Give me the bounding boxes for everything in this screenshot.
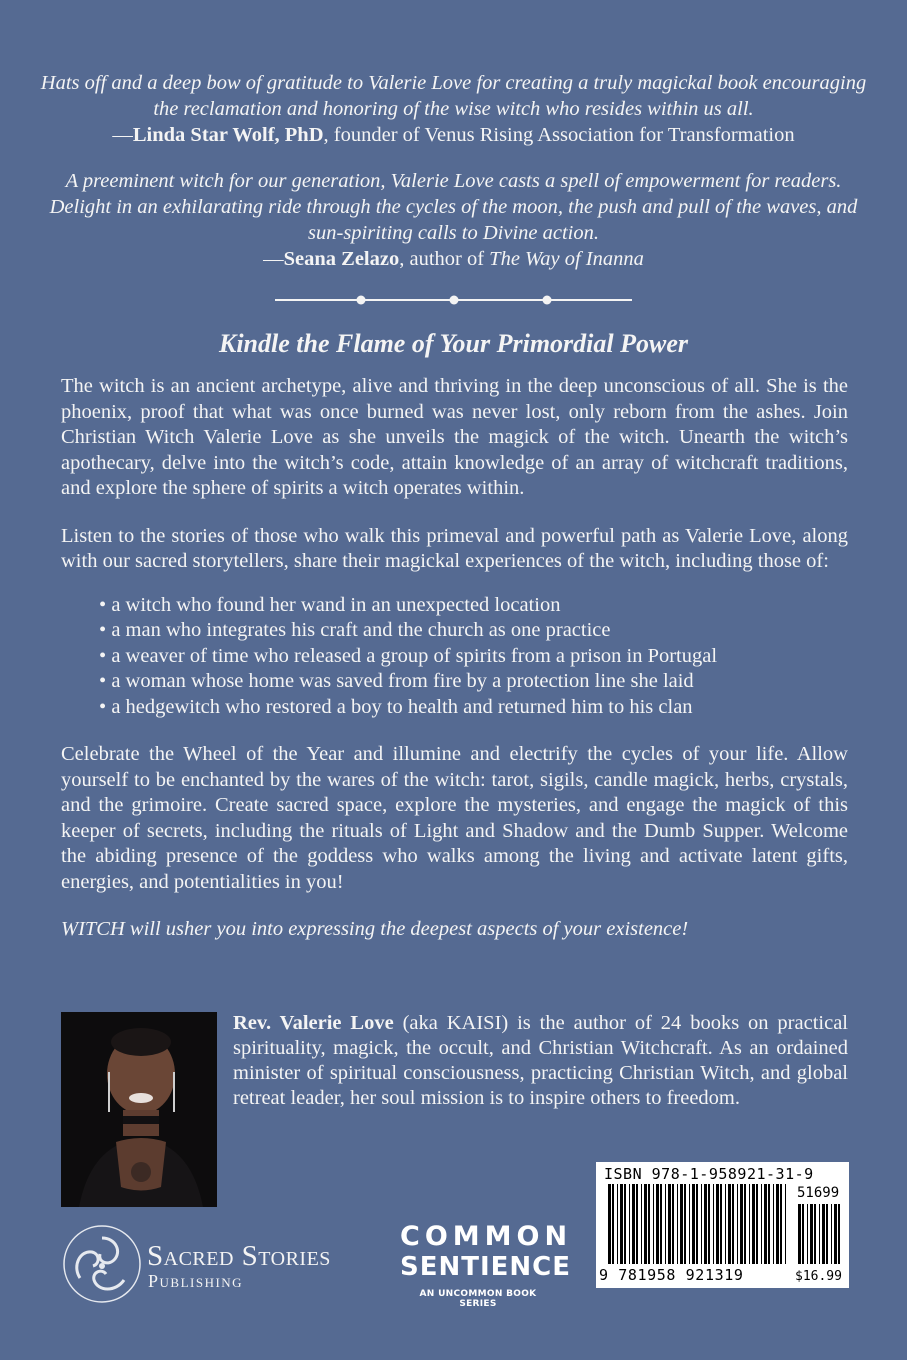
barcode-bar — [680, 1184, 683, 1264]
barcode-bar — [756, 1184, 758, 1264]
barcode-bar — [838, 1204, 840, 1264]
barcode-bar — [822, 1204, 825, 1264]
endorser-name: Seana Zelazo — [283, 248, 400, 270]
barcode-bar — [632, 1184, 635, 1264]
barcode-bar — [660, 1184, 662, 1264]
barcode-bar — [814, 1204, 816, 1264]
barcode-bar — [802, 1204, 804, 1264]
barcode-bar — [665, 1184, 666, 1264]
barcode-bar — [608, 1184, 611, 1264]
barcode-bar — [653, 1184, 654, 1264]
barcode-bar — [624, 1184, 626, 1264]
barcode-bar — [644, 1184, 647, 1264]
list-item: • a man who integrates his craft and the church as one practice — [99, 618, 848, 644]
series-title-line-2: SENTIENCE — [400, 1252, 572, 1282]
barcode-bar — [776, 1184, 779, 1264]
barcode-bar — [780, 1184, 782, 1264]
endorser-role: , author of — [399, 248, 490, 270]
author-description: (aka KAISI) is the author of 24 books on practical spirituality, magick, the occult, and Christian Witchcraft. As an ordained minister of spiritual consciousness, practicing Christian Witch, and global retreat leader, her soul mission is to inspire others to freedom. — [233, 1012, 848, 1109]
barcode-bar — [713, 1184, 714, 1264]
story-list — [99, 593, 848, 721]
closing-line: WITCH will usher you into expressing the deepest aspects of your existence! — [61, 918, 689, 940]
barcode-bar — [692, 1184, 695, 1264]
barcode-bar — [749, 1184, 750, 1264]
barcode-bar — [732, 1184, 734, 1264]
publisher-name: Sacred Stories — [147, 1240, 331, 1272]
barcode-bar — [684, 1184, 686, 1264]
list-item: • a witch who found her wand in an unexpected location — [99, 593, 848, 619]
endorsement-1 — [40, 70, 867, 148]
attribution-dash: — — [263, 248, 284, 270]
barcode-bar — [668, 1184, 671, 1264]
barcode-bar — [620, 1184, 623, 1264]
barcode-bar — [708, 1184, 710, 1264]
barcode-bar — [672, 1184, 674, 1264]
barcode-digits: 9 781958 921319 — [599, 1266, 744, 1284]
barcode-bar — [737, 1184, 738, 1264]
description-paragraph-3: Celebrate the Wheel of the Year and illumine and electrify the cycles of your life. Allow yourself to be enchanted by the wares of the witch: tarot, sigils, candle magick, herbs, crystals, and the grimoire. Create sacred space, explore the mysteries, and engage the magick of this keeper of secrets, including the rituals of Light and Shadow and the Dumb Supper. Welcome the abiding presence of the goddess who walks among the living and activate latent gifts, energies, and potentialities in you! — [61, 743, 848, 893]
author-name: Rev. Valerie Love — [233, 1012, 394, 1034]
series-logo — [400, 1221, 573, 1312]
barcode-bar — [728, 1184, 731, 1264]
barcode-bar — [785, 1184, 786, 1264]
endorser-name: Linda Star Wolf, PhD — [132, 124, 324, 146]
barcode-bar — [744, 1184, 746, 1264]
barcode-bar — [807, 1204, 808, 1264]
barcode-bar — [716, 1184, 719, 1264]
barcode-bar — [696, 1184, 698, 1264]
endorsement-attribution — [40, 122, 867, 148]
author-portrait-image — [61, 1012, 217, 1207]
author-bio — [233, 1011, 848, 1111]
barcode-bar — [648, 1184, 650, 1264]
barcode-bar — [752, 1184, 755, 1264]
section-heading: Kindle the Flame of Your Primordial Power — [218, 329, 688, 358]
endorser-work: The Way of Inanna — [489, 248, 644, 270]
attribution-dash: — — [112, 124, 133, 146]
series-title-line-1: COMMON — [400, 1221, 573, 1252]
book-price: $16.99 — [795, 1269, 842, 1284]
description-paragraph-1: The witch is an ancient archetype, alive and thriving in the deep unconscious of all. She is the phoenix, proof that what was once burned was never lost, only reborn from the ashes. Join Christian Witch Valerie Love as she unveils the magick of the witch. Unearth the witch’s apothecary, delve into the witch’s code, attain knowledge of an array of witchcraft traditions, and explore the sphere of spirits a witch operates within. — [61, 375, 848, 499]
list-item: • a weaver of time who released a group of spirits from a prison in Portugal — [99, 644, 848, 670]
barcode-bar — [677, 1184, 678, 1264]
barcode-bar — [798, 1204, 801, 1264]
barcode-bar — [819, 1204, 820, 1264]
isbn-barcode — [596, 1162, 849, 1288]
endorsement-quote: Hats off and a deep bow of gratitude to Valerie Love for creating a truly magickal book encouraging the reclamation and honoring of the wise witch who resides within us all. — [40, 72, 867, 120]
description — [61, 374, 848, 965]
barcode-bar — [641, 1184, 642, 1264]
publisher-logo — [56, 1218, 386, 1310]
barcode-bar — [701, 1184, 702, 1264]
barcode-bar — [629, 1184, 630, 1264]
barcode-bar — [831, 1204, 832, 1264]
publisher-subtitle: Publishing — [148, 1271, 244, 1291]
endorsement-quote: A preeminent witch for our generation, Valerie Love casts a spell of empowerment for readers. Delight in an exhilarating ride through the cycles of the moon, the push and pull of the waves, and sun-spiriting calls to Divine action. — [49, 170, 858, 244]
author-photo — [61, 1012, 217, 1207]
endorsements — [40, 70, 867, 292]
barcode-bar — [834, 1204, 837, 1264]
description-paragraph-2: Listen to the stories of those who walk this primeval and powerful path as Valerie Love, along with our sacred storytellers, share their magickal experiences of the witch, including those of: — [61, 524, 848, 572]
endorsement-2 — [40, 168, 867, 272]
barcode-bar — [656, 1184, 659, 1264]
barcode-bar — [810, 1204, 813, 1264]
barcode-bar — [725, 1184, 726, 1264]
spiral-logo-icon — [56, 1218, 148, 1310]
barcode-bar — [617, 1184, 618, 1264]
list-item: • a woman whose home was saved from fire by a protection line she laid — [99, 669, 848, 695]
ornamental-divider — [275, 292, 632, 308]
list-item: • a hedgewitch who restored a boy to health and returned him to his clan — [99, 695, 848, 721]
endorser-role: , founder of Venus Rising Association for Transformation — [323, 124, 795, 146]
barcode-bar — [826, 1204, 828, 1264]
barcode-bar — [773, 1184, 774, 1264]
barcode-bar — [764, 1184, 767, 1264]
series-tagline: AN UNCOMMON BOOK SERIES — [419, 1289, 537, 1309]
barcode-bar — [636, 1184, 638, 1264]
barcode-bar — [704, 1184, 707, 1264]
barcode-bar — [768, 1184, 770, 1264]
barcode-bar — [689, 1184, 690, 1264]
barcode-bar — [761, 1184, 762, 1264]
endorsement-attribution — [40, 246, 867, 272]
isbn-number: ISBN 978-1-958921-31-9 — [604, 1165, 814, 1183]
barcode-bar — [740, 1184, 743, 1264]
price-code: 51699 — [797, 1185, 840, 1201]
barcode-bar — [612, 1184, 614, 1264]
barcode-bar — [720, 1184, 722, 1264]
